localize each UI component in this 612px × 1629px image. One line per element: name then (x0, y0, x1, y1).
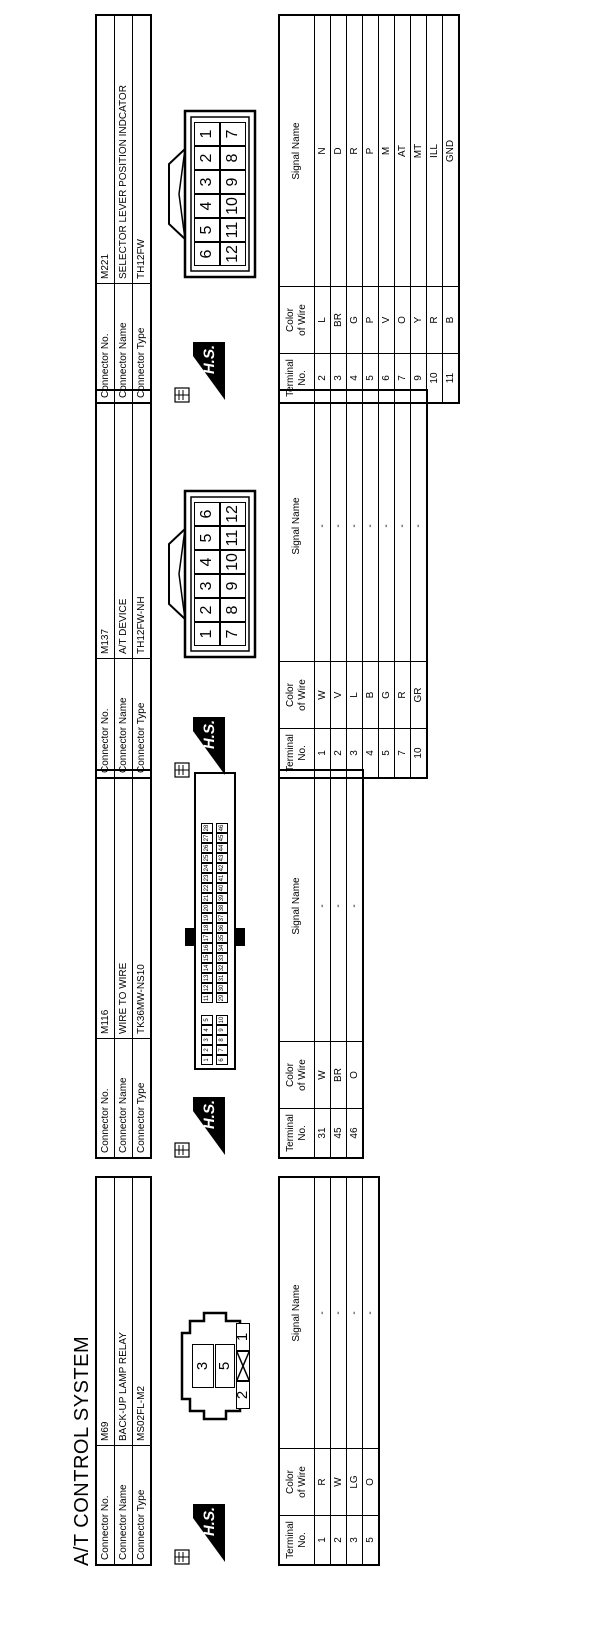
terminal-no-cell: 2 (315, 354, 331, 404)
signal-name-cell: R (347, 15, 363, 287)
connector-type-label: Connector Type (133, 1446, 152, 1566)
connector-pin: 5 (194, 526, 220, 550)
terminal-no-cell: 2 (331, 729, 347, 779)
table-row (347, 770, 364, 1158)
connector-no-label: Connector No. (96, 659, 115, 779)
terminal-no-cell: 10 (411, 729, 428, 779)
wire-color-cell: B (443, 287, 460, 354)
wire-color-cell: LG (347, 1449, 363, 1516)
table-row (315, 770, 331, 1158)
terminal-no-cell: 46 (347, 1109, 364, 1159)
wire-color-cell: W (315, 1042, 331, 1109)
hs-label: H.S. (201, 718, 218, 751)
wire-color-cell: W (315, 662, 331, 729)
table-row (315, 1177, 331, 1565)
signal-name-cell: - (347, 770, 364, 1042)
connector-panel-m69 (95, 1174, 395, 1566)
connector-pin: 18 (201, 923, 213, 933)
connector-info-table (95, 14, 152, 404)
connector-no-value: M69 (96, 1177, 115, 1446)
connector-pin: 9 (220, 574, 246, 598)
connector-no-label: Connector No. (96, 1446, 115, 1566)
connector-pin: 26 (201, 843, 213, 853)
signal-name-cell: - (347, 390, 363, 662)
connector-pin: 9 (220, 170, 246, 194)
table-row (331, 1177, 347, 1565)
connector-no-label: Connector No. (96, 1039, 115, 1159)
connector-face-diagram (167, 109, 257, 279)
connector-name-label: Connector Name (115, 284, 133, 404)
connector-pin: 5 (194, 218, 220, 242)
table-row (331, 15, 347, 403)
table-row (315, 15, 331, 403)
terminal-no-header: Terminal No. (279, 729, 315, 779)
connector-pin: 4 (201, 1025, 213, 1035)
connector-pin: 25 (201, 853, 213, 863)
connector-pin: 37 (216, 913, 228, 923)
hs-label: H.S. (201, 1098, 218, 1131)
table-row (331, 390, 347, 778)
wire-color-cell: W (331, 1449, 347, 1516)
wire-color-cell: V (379, 287, 395, 354)
connector-pin: 5 (201, 1015, 213, 1025)
connector-pin: 1 (194, 122, 220, 146)
wire-color-cell: G (347, 287, 363, 354)
hs-badge-icon (171, 1079, 227, 1159)
table-row (411, 15, 427, 403)
wire-color-cell: V (331, 662, 347, 729)
connector-pin: 24 (201, 863, 213, 873)
signal-name-cell: - (331, 390, 347, 662)
connector-pin: 1 (236, 1323, 250, 1351)
connector-name-value: WIRE TO WIRE (115, 770, 133, 1039)
connector-pin: 11 (220, 218, 246, 242)
table-row (379, 15, 395, 403)
connector-type-value: TH12FW-NH (133, 390, 152, 659)
connector-type-label: Connector Type (133, 1039, 152, 1159)
signal-name-cell: - (331, 1177, 347, 1449)
connector-pin: 10 (220, 194, 246, 218)
connector-pin: 16 (201, 943, 213, 953)
connector-info-table (95, 769, 152, 1159)
connector-pin: 13 (201, 973, 213, 983)
terminal-no-header: Terminal No. (279, 1516, 315, 1566)
table-row (379, 390, 395, 778)
signal-name-cell: GND (443, 15, 460, 287)
connector-pin: 10 (216, 1015, 228, 1025)
connector-pin: 4 (194, 194, 220, 218)
connector-pin: 28 (201, 823, 213, 833)
signal-name-header: Signal Name (279, 390, 315, 662)
signal-name-cell: ILL (427, 15, 443, 287)
terminal-no-cell: 3 (347, 729, 363, 779)
table-row (363, 15, 379, 403)
terminal-no-cell: 11 (443, 354, 460, 404)
connector-name-label: Connector Name (115, 1039, 133, 1159)
connector-panel-m137 (95, 387, 424, 779)
color-of-wire-header: Color of Wire (279, 662, 315, 729)
terminal-no-cell: 1 (315, 1516, 331, 1566)
signal-name-cell: - (379, 390, 395, 662)
connector-pin: 34 (216, 943, 228, 953)
signal-name-cell: - (315, 1177, 331, 1449)
connector-pin: 11 (201, 993, 213, 1003)
connector-pin: 2 (201, 1045, 213, 1055)
connector-face-diagram (183, 771, 247, 1071)
signal-name-cell: MT (411, 15, 427, 287)
connector-pin: 3 (194, 170, 220, 194)
connector-pin: 6 (194, 242, 220, 266)
connector-pin: 4 (194, 550, 220, 574)
connector-no-value: M221 (96, 15, 115, 284)
connector-pin: 11 (220, 526, 246, 550)
terminal-no-cell: 7 (395, 729, 411, 779)
connector-pin: 45 (216, 833, 228, 843)
table-row (443, 15, 460, 403)
signal-name-cell: - (363, 390, 379, 662)
connector-pin: 1 (194, 622, 220, 646)
terminal-no-cell: 1 (315, 729, 331, 779)
signal-name-cell: - (363, 1177, 380, 1449)
connector-pin: 23 (201, 873, 213, 883)
signal-name-header: Signal Name (279, 770, 315, 1042)
connector-pin: 2 (194, 146, 220, 170)
wire-color-cell: G (379, 662, 395, 729)
connector-pin: 21 (201, 893, 213, 903)
connector-pin: 40 (216, 883, 228, 893)
connector-panel-m116 (95, 767, 395, 1159)
connector-pin: 8 (220, 146, 246, 170)
wire-color-cell: BR (331, 1042, 347, 1109)
connector-type-value: TK36MW-NS10 (133, 770, 152, 1039)
terminal-no-cell: 10 (427, 354, 443, 404)
connector-pin: 12 (201, 983, 213, 993)
connector-pin: 5 (215, 1344, 235, 1388)
terminal-no-cell: 45 (331, 1109, 347, 1159)
connector-pin: 14 (201, 963, 213, 973)
connector-face-diagram (167, 489, 257, 659)
connector-pin: 3 (201, 1035, 213, 1045)
connector-pin: 39 (216, 893, 228, 903)
wire-color-cell: R (427, 287, 443, 354)
hs-badge-icon (171, 699, 227, 779)
connector-pin: 2 (236, 1381, 250, 1409)
wire-color-cell: O (347, 1042, 364, 1109)
connector-pin: 43 (216, 853, 228, 863)
connector-name-value: BACK-UP LAMP RELAY (115, 1177, 133, 1446)
table-row (411, 390, 428, 778)
signal-name-header: Signal Name (279, 15, 315, 287)
connector-info-table (95, 389, 152, 779)
connector-pin: 46 (216, 823, 228, 833)
connector-name-value: A/T DEVICE (115, 390, 133, 659)
terminal-table (278, 14, 460, 404)
wire-color-cell: Y (411, 287, 427, 354)
signal-name-header: Signal Name (279, 1177, 315, 1449)
connector-pin: 8 (216, 1035, 228, 1045)
signal-name-cell: - (411, 390, 428, 662)
terminal-no-cell: 5 (363, 354, 379, 404)
terminal-table (278, 389, 428, 779)
connector-no-label: Connector No. (96, 284, 115, 404)
connector-panel-m221 (95, 12, 456, 404)
table-row (427, 15, 443, 403)
signal-name-cell: N (315, 15, 331, 287)
hs-label: H.S. (201, 343, 218, 376)
table-row (347, 390, 363, 778)
table-row (347, 1177, 363, 1565)
terminal-no-cell: 2 (331, 1516, 347, 1566)
table-row (331, 770, 347, 1158)
table-row (315, 390, 331, 778)
connector-info-table (95, 1176, 152, 1566)
connector-no-value: M137 (96, 390, 115, 659)
color-of-wire-header: Color of Wire (279, 1449, 315, 1516)
table-row (363, 1177, 380, 1565)
terminal-no-cell: 4 (363, 729, 379, 779)
connector-type-value: TH12FW (133, 15, 152, 284)
connector-type-label: Connector Type (133, 659, 152, 779)
connector-pin: 20 (201, 903, 213, 913)
connector-pin: 12 (220, 502, 246, 526)
signal-name-cell: P (363, 15, 379, 287)
table-row (347, 15, 363, 403)
connector-pin: 2 (194, 598, 220, 622)
hs-badge-icon (171, 1486, 227, 1566)
wire-color-cell: O (395, 287, 411, 354)
wire-color-cell: R (315, 1449, 331, 1516)
connector-pin: 8 (220, 598, 246, 622)
connector-pin: 7 (220, 122, 246, 146)
terminal-no-cell: 3 (347, 1516, 363, 1566)
wire-color-cell: L (315, 287, 331, 354)
connector-pin: 6 (194, 502, 220, 526)
signal-name-cell: AT (395, 15, 411, 287)
terminal-no-cell: 5 (363, 1516, 380, 1566)
signal-name-cell: - (347, 1177, 363, 1449)
connector-pin: 32 (216, 963, 228, 973)
connector-name-value: SELECTOR LEVER POSITION INDCATOR (115, 15, 133, 284)
terminal-table (278, 1176, 380, 1566)
table-row (395, 390, 411, 778)
connector-pin: 31 (216, 973, 228, 983)
connector-name-label: Connector Name (115, 659, 133, 779)
connector-pin: 6 (216, 1055, 228, 1065)
terminal-no-cell: 31 (315, 1109, 331, 1159)
wire-color-cell: O (363, 1449, 380, 1516)
connector-pin: 10 (220, 550, 246, 574)
wire-color-cell: B (363, 662, 379, 729)
table-row (363, 390, 379, 778)
connector-pin: 22 (201, 883, 213, 893)
connector-pin: 3 (194, 574, 220, 598)
connector-face-diagram (180, 1311, 250, 1421)
signal-name-cell: - (331, 770, 347, 1042)
hs-label: H.S. (201, 1505, 218, 1538)
connector-pin (236, 1351, 250, 1381)
connector-pin: 7 (220, 622, 246, 646)
connector-type-value: MS02FL-M2 (133, 1177, 152, 1446)
terminal-no-cell: 5 (379, 729, 395, 779)
signal-name-cell: - (315, 770, 331, 1042)
terminal-no-cell: 9 (411, 354, 427, 404)
connector-pin: 15 (201, 953, 213, 963)
signal-name-cell: - (315, 390, 331, 662)
terminal-no-cell: 6 (379, 354, 395, 404)
signal-name-cell: D (331, 15, 347, 287)
connector-pin: 30 (216, 983, 228, 993)
connector-pin: 29 (216, 993, 228, 1003)
connector-pin: 9 (216, 1025, 228, 1035)
signal-name-cell: - (395, 390, 411, 662)
wire-color-cell: P (363, 287, 379, 354)
connector-pin: 41 (216, 873, 228, 883)
connector-pin: 19 (201, 913, 213, 923)
connector-pin: 27 (201, 833, 213, 843)
terminal-no-header: Terminal No. (279, 1109, 315, 1159)
color-of-wire-header: Color of Wire (279, 287, 315, 354)
connector-pin: 36 (216, 923, 228, 933)
connector-pin: 1 (201, 1055, 213, 1065)
wire-color-cell: R (395, 662, 411, 729)
wire-color-cell: L (347, 662, 363, 729)
terminal-table (278, 769, 364, 1159)
page-title: A/T CONTROL SYSTEM (71, 1335, 93, 1566)
connector-pin: 12 (220, 242, 246, 266)
connector-pin: 42 (216, 863, 228, 873)
table-row (395, 15, 411, 403)
hs-badge-icon (171, 324, 227, 404)
wire-color-cell: BR (331, 287, 347, 354)
color-of-wire-header: Color of Wire (279, 1042, 315, 1109)
terminal-no-cell: 4 (347, 354, 363, 404)
signal-name-cell: M (379, 15, 395, 287)
connector-pin: 35 (216, 933, 228, 943)
connector-pin: 7 (216, 1045, 228, 1055)
connector-type-label: Connector Type (133, 284, 152, 404)
connector-pin: 3 (192, 1344, 214, 1388)
connector-pin: 38 (216, 903, 228, 913)
connector-pin: 33 (216, 953, 228, 963)
connector-pin: 44 (216, 843, 228, 853)
connector-pin: 17 (201, 933, 213, 943)
terminal-no-cell: 3 (331, 354, 347, 404)
terminal-no-header: Terminal No. (279, 354, 315, 404)
connector-no-value: M116 (96, 770, 115, 1039)
wire-color-cell: GR (411, 662, 428, 729)
connector-name-label: Connector Name (115, 1446, 133, 1566)
terminal-no-cell: 7 (395, 354, 411, 404)
